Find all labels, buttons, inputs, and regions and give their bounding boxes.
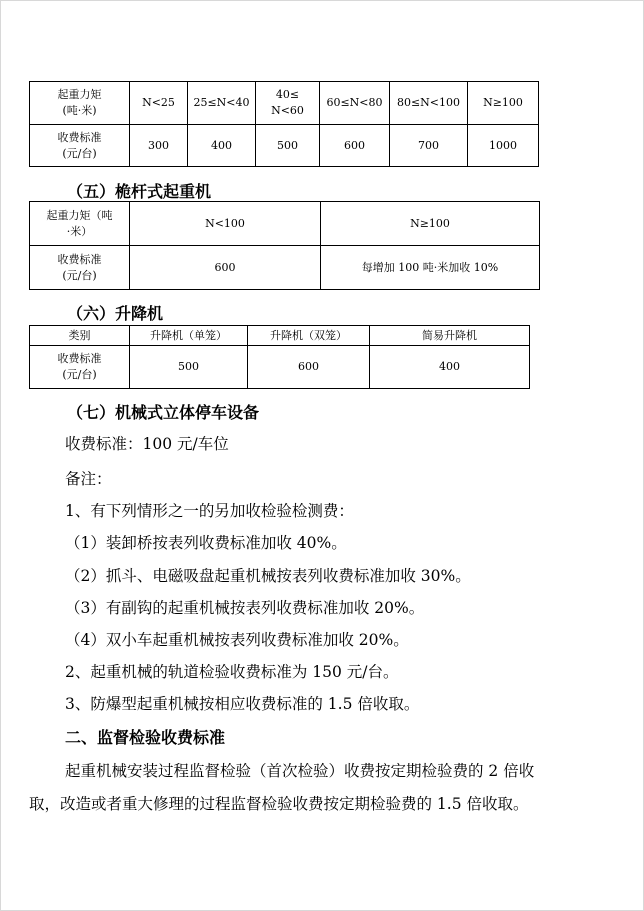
table-row (30, 346, 530, 389)
table-cell: 1000 (468, 125, 539, 167)
section-title-mast-crane: （五）桅杆式起重机 (67, 182, 212, 201)
table-cell: 收费标准 (元/台) (30, 125, 130, 167)
table-cell: 600 (320, 125, 390, 167)
parking-fee-text: 收费标准：100 元/车位 (65, 435, 229, 453)
table-row (30, 246, 540, 290)
table-row (30, 202, 540, 246)
table-cell: N<100 (130, 202, 321, 246)
note-item-3: 3、防爆型起重机械按相应收费标准的 1.5 倍收取。 (65, 695, 420, 713)
table-header-cell: 升降机（单笼） (130, 326, 248, 346)
lifting-moment-fee-table (29, 81, 539, 167)
section-title-parking-equipment: （七）机械式立体停车设备 (67, 403, 260, 422)
note-subitem-3: （3）有副钩的起重机械按表列收费标准加收 20%。 (65, 599, 425, 617)
table-cell: 500 (256, 125, 320, 167)
table-cell: N≥100 (468, 82, 539, 125)
note-item-2: 2、起重机械的轨道检验收费标准为 150 元/台。 (65, 663, 399, 681)
table-row (30, 125, 539, 167)
table-cell: 600 (248, 346, 370, 389)
table-row (30, 326, 530, 346)
table-cell: 收费标准 (元/台) (30, 246, 130, 290)
table-cell: 25≤N<40 (188, 82, 256, 125)
notes-label: 备注： (65, 470, 112, 488)
table-header-cell: 类别 (30, 326, 130, 346)
table-header-cell: 简易升降机 (370, 326, 530, 346)
table-cell: 400 (370, 346, 530, 389)
section-title-elevator: （六）升降机 (67, 304, 164, 323)
note-subitem-1: （1）装卸桥按表列收费标准加收 40%。 (65, 534, 347, 552)
table-cell: 每增加 100 吨·米加收 10% (321, 246, 540, 290)
table-cell: 60≤N<80 (320, 82, 390, 125)
mast-crane-fee-table (29, 201, 540, 290)
note-subitem-2: （2）抓斗、电磁吸盘起重机械按表列收费标准加收 30%。 (65, 567, 471, 585)
table-cell: 600 (130, 246, 321, 290)
table-cell: 起重力矩（吨 ·米） (30, 202, 130, 246)
elevator-fee-table (29, 325, 530, 389)
note-item-1: 1、有下列情形之一的另加收检验检测费： (65, 502, 354, 520)
table-cell: N<25 (130, 82, 188, 125)
table-cell: 300 (130, 125, 188, 167)
supervision-paragraph-line-1: 起重机械安装过程监督检验（首次检验）收费按定期检验费的 2 倍收 (65, 762, 535, 780)
table-header-cell: 升降机（双笼） (248, 326, 370, 346)
table-cell: 收费标准 (元/台) (30, 346, 130, 389)
table-cell: N≥100 (321, 202, 540, 246)
table-cell: 40≤ N<60 (256, 82, 320, 125)
supervision-paragraph-line-2: 取，改造或者重大修理的过程监督检验收费按定期检验费的 1.5 倍收取。 (29, 795, 529, 813)
table-cell: 500 (130, 346, 248, 389)
table-cell: 400 (188, 125, 256, 167)
table-cell: 80≤N<100 (390, 82, 468, 125)
note-subitem-4: （4）双小车起重机械按表列收费标准加收 20%。 (65, 631, 409, 649)
section-title-supervision: 二、监督检验收费标准 (65, 728, 226, 747)
table-cell: 700 (390, 125, 468, 167)
table-cell: 起重力矩 (吨·米) (30, 82, 130, 125)
table-row (30, 82, 539, 125)
